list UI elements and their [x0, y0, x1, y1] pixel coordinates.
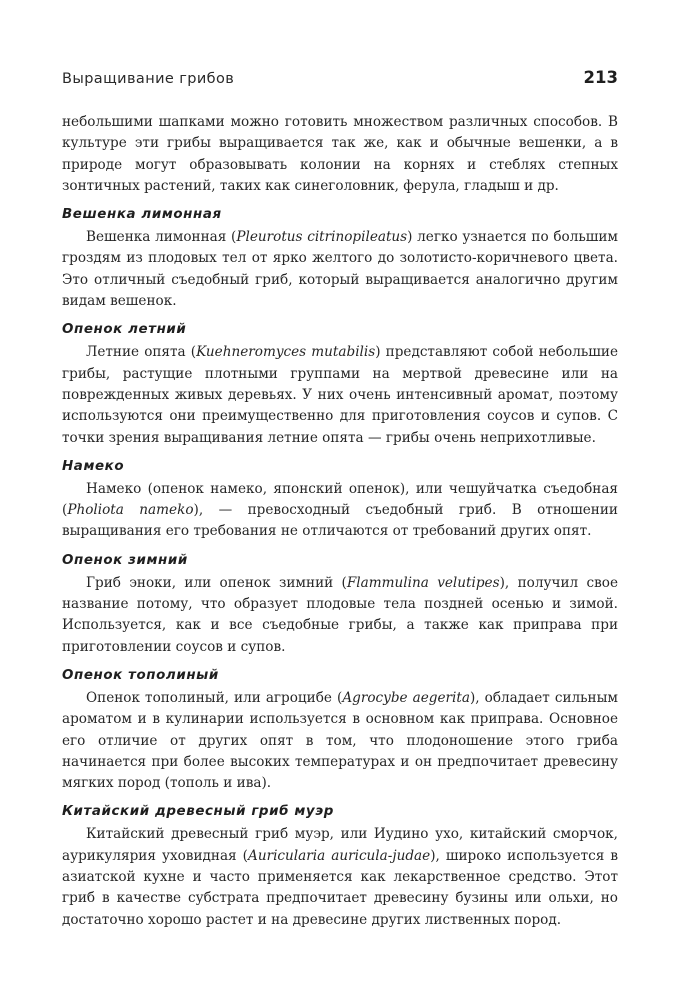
section-heading: Вешенка лимонная	[62, 207, 222, 223]
section-heading: Опенок летний	[62, 322, 187, 338]
section-poplar	[62, 666, 618, 794]
paragraph-text: ), широко используется в азиатской кухне и часто применяется как лекарственное средство. Этот гриб в качестве субстрата предпочитает древесину бузины или ольхи, но достаточно хорошо растет и на древесине других лиственных пород.	[62, 847, 619, 928]
paragraph-text: ), обладает сильным ароматом и в кулинарии используется в основном как приправа. Основное его отличие от других опят в том, что плодоношение этого гриба начинается при более высоких температурах и он предпочитает древесину мягких пород (тополь и ива).	[62, 689, 619, 792]
page-body	[62, 112, 618, 931]
running-head	[62, 68, 618, 87]
page-number: 213	[583, 68, 618, 87]
section-paragraph	[62, 479, 618, 543]
latin-name: Kuehneromyces mutabilis	[196, 344, 376, 361]
section-paragraph	[62, 573, 618, 658]
running-head-title: Выращивание грибов	[62, 71, 235, 87]
paragraph-text: Гриб эноки, или опенок зимний (	[86, 574, 347, 591]
paragraph-text: ) представляют собой небольшие грибы, растущие плотными группами на мертвой древесине или на поврежденных живых деревьях. У них очень интенсивный аромат, поэтому используются они преимущественно для приготовления соусов и супов. С точки зрения выращивания летние опята — грибы очень неприхотливые.	[62, 344, 618, 446]
section-winter-honey	[62, 551, 618, 658]
section-paragraph	[62, 342, 618, 448]
section-paragraph	[62, 688, 618, 794]
paragraph-text: ), получил свое название потому, что образует плодовые тела поздней осенью и зимой. Используется, как и все съедобные грибы, а также как приправа при приготовлении соусов и супов.	[62, 574, 619, 655]
latin-name: Agrocybe aegerita	[342, 689, 470, 706]
latin-name: Pholiota nameko	[67, 502, 194, 519]
section-heading: Китайский древесный гриб муэр	[62, 804, 334, 820]
latin-name: Auricularia auricula-judae	[248, 847, 431, 864]
paragraph-text: Вешенка лимонная (	[86, 229, 237, 246]
section-heading: Опенок зимний	[62, 552, 188, 568]
section-heading: Намеко	[62, 458, 125, 474]
section-summer-honey	[62, 320, 618, 448]
paragraph-text: Китайский древесный гриб муэр, или Иудино ухо, китайский сморчок, аурикулярия уховидная (	[62, 826, 618, 864]
section-paragraph	[62, 824, 618, 930]
paragraph-text: Опенок тополиный, или агроцибе (	[86, 689, 343, 706]
paragraph-text: Намеко (опенок намеко, японский опенок), или чешуйчатка съедобная (	[62, 480, 618, 519]
section-nameko	[62, 457, 618, 543]
paragraph-text: ) легко узнается по большим гроздям из плодовых тел от ярко желтого до золотисто-коричневого цвета. Это отличный съедобный гриб, который выращивается аналогично другим видам вешенок.	[62, 229, 619, 310]
intro-paragraph: небольшими шапками можно готовить множеством различных способов. В культуре эти грибы выращивается так же, как и обычные вешенки, а в природе могут образовывать колонии на корнях и стеблях степных зонтичных растений, таких как синеголовник, ферула, гладыш и др.	[62, 114, 618, 194]
section-heading: Опенок тополиный	[62, 667, 219, 683]
latin-name: Pleurotus citrinopileatus	[236, 229, 408, 246]
paragraph-text: ), — превосходный съедобный гриб. В отношении выращивания его требования не отличаются от требований других опят.	[62, 502, 618, 540]
section-wood-ear	[62, 802, 618, 930]
latin-name: Flammulina velutipes	[346, 574, 500, 591]
paragraph-text: Летние опята (	[86, 344, 197, 361]
section-lemon-oyster	[62, 205, 618, 312]
section-paragraph	[62, 227, 618, 312]
